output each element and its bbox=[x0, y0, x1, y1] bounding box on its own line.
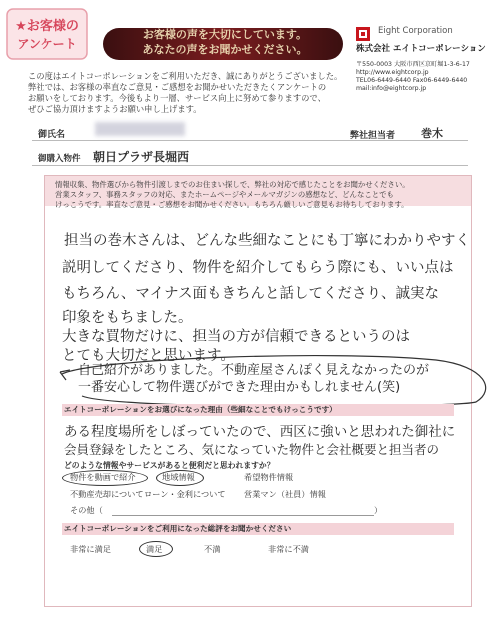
handwriting-line-7: 自己紹介がありました。不動産屋さんぽく見えなかったのが bbox=[78, 363, 430, 378]
rating-dissatisfied[interactable]: 不満 bbox=[204, 544, 221, 554]
title-banner-text bbox=[112, 28, 338, 56]
option-sell-property[interactable]: 不動産売却について bbox=[70, 489, 144, 499]
badge-line1: ★お客様の bbox=[15, 19, 79, 34]
intro-line-2: 弊社では、お客様の率直なご意見・ご感想をお聞かせいただきたくアンケートの bbox=[28, 82, 327, 92]
option-loan[interactable]: ローン・金利について bbox=[144, 489, 226, 499]
option-desired-property[interactable]: 希望物件情報 bbox=[244, 472, 294, 482]
property-value: 朝日プラザ長堀西 bbox=[93, 150, 190, 164]
banner-line2: あなたの声をお聞かせください。 bbox=[142, 43, 308, 56]
option-other[interactable]: その他（ bbox=[70, 505, 103, 515]
intro-line-4: ぜひご協力頂けますようお願い申し上げます。 bbox=[28, 104, 202, 114]
redacted-name bbox=[95, 122, 185, 136]
property-underline bbox=[32, 165, 468, 166]
company-logo-icon bbox=[356, 27, 370, 41]
section2-handwriting-1: ある程度場所をしぼっていたので、西区に強いと思われた御社に bbox=[64, 424, 456, 440]
section3-question: どのような情報やサービスがあると便利だと思われますか？ bbox=[64, 461, 275, 470]
handwriting-line-6: とても大切だと思います。 bbox=[62, 348, 235, 364]
section2-handwriting-2: 会員登録をしたところ、気になっていた物件と会社概要と担当者の bbox=[64, 442, 440, 457]
company-email: mail:info@eightcorp.jp bbox=[356, 85, 427, 92]
option-other-line bbox=[112, 515, 374, 516]
name-label: 御氏名 bbox=[38, 130, 66, 140]
handwriting-line-2: 説明してくださり、物件を紹介してもらう際にも、いい点は bbox=[62, 260, 454, 276]
company-address: 〒550-0003 大阪市西区京町堀1-3-6-17 bbox=[356, 61, 470, 68]
badge-line2: アンケート bbox=[17, 37, 77, 51]
section1-prompt-3: けっこうです。率直なご意見・ご感想をお聞かせください。もちろん厳しいご意見もお待ちしております。 bbox=[55, 200, 409, 209]
option-video[interactable]: 物件を動画で紹介 bbox=[70, 472, 136, 482]
section4-bar-text: エイトコーポレーションをご利用になった総評をお聞かせください bbox=[64, 524, 292, 533]
intro-line-3: お願いをしております。今後もより一層、サービス向上に努めて参りますので、 bbox=[28, 93, 326, 103]
rating-very-dissatisfied[interactable]: 非常に不満 bbox=[268, 544, 309, 554]
handwriting-line-8: 一番安心して物件選びができた理由かもしれません(笑) bbox=[78, 380, 401, 395]
section1-prompt-1: 情報収集、物件選びから物件引渡しまでのお住まい探しで、弊社の対応で感じたことをお聞かせください。 bbox=[55, 180, 410, 189]
company-website: http://www.eightcorp.jp bbox=[356, 69, 429, 76]
intro-line-1: この度はエイトコーポレーションをご利用いただき、誠にありがとうございました。 bbox=[28, 71, 343, 81]
handwriting-line-4: 印象をもちました。 bbox=[62, 310, 193, 326]
section2-bar-text: エイトコーポレーションをお選びになった理由（些細なことでもけっこうです） bbox=[64, 405, 337, 414]
rating-very-satisfied[interactable]: 非常に満足 bbox=[70, 544, 111, 554]
staff-value: 巻木 bbox=[421, 127, 443, 140]
company-phone-fax: TEL06-6449-6440 Fax06-6449-6440 bbox=[356, 77, 468, 84]
handwriting-line-1: 担当の巻木さんは、どんな些細なことにも丁寧にわかりやすく bbox=[64, 233, 470, 249]
section1-prompt-2: 営業スタッフ、事務スタッフの対応、またホームページやメールマガジンの感想など、どんなことでも bbox=[55, 190, 394, 199]
option-staff-info[interactable]: 営業マン（社員）情報 bbox=[244, 489, 326, 499]
option-area[interactable]: 地域情報 bbox=[162, 472, 195, 482]
company-name-en: Eight Corporation bbox=[378, 26, 453, 36]
handwriting-line-3: もちろん、マイナス面もきちんと話してくださり、誠実な bbox=[62, 286, 439, 302]
banner-line1: お客様の声を大切にしています。 bbox=[142, 28, 308, 41]
rating-satisfied[interactable]: 満足 bbox=[146, 544, 163, 554]
staff-label: 弊社担当者 bbox=[350, 131, 396, 141]
property-label: 御購入物件 bbox=[38, 154, 81, 164]
company-name-jp: 株式会社 エイトコーポレーション bbox=[356, 44, 486, 54]
handwriting-line-5: 大きな買物だけに、担当の方が信頼できるというのは bbox=[62, 329, 410, 345]
option-other-close: ） bbox=[374, 505, 383, 515]
name-underline bbox=[32, 140, 468, 141]
survey-badge bbox=[6, 8, 88, 60]
